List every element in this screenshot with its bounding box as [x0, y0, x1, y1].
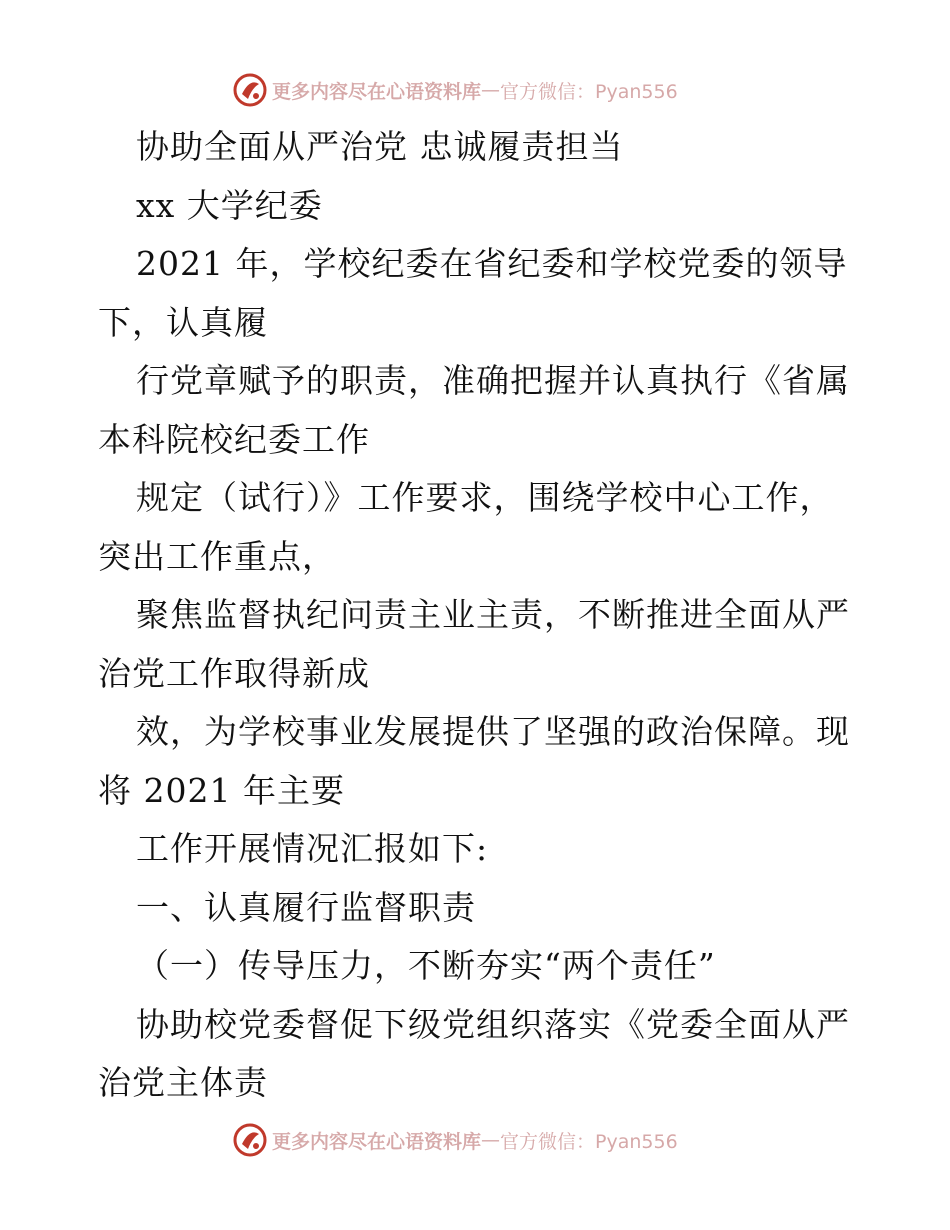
paragraph-line: 效，为学校事业发展提供了坚强的政治保障。现 [136, 712, 850, 751]
red-circular-logo-icon [232, 72, 268, 108]
watermark-wechat: 官方微信：Pyan556 [500, 80, 678, 103]
paragraph-line: 治党主体责 [98, 1063, 268, 1102]
watermark-text: 更多内容尽在心语资料库 [272, 80, 482, 103]
watermark-footer [232, 1120, 732, 1160]
paragraph-line: 将 2021 年主要 [98, 770, 345, 810]
red-circular-logo-icon [232, 1122, 268, 1158]
paragraph-line: 聚焦监督执纪问责主业主责，不断推进全面从严 [136, 595, 850, 634]
subsection-heading: （一）传导压力，不断夯实“两个责任” [136, 946, 716, 985]
watermark-text: 更多内容尽在心语资料库 [272, 1130, 482, 1153]
document-author: xx 大学纪委 [136, 185, 323, 225]
paragraph-line: 行党章赋予的职责，准确把握并认真执行《省属 [136, 361, 850, 400]
watermark-separator: — [481, 79, 501, 101]
paragraph-line: 2021 年，学校纪委在省纪委和学校党委的领导 [136, 244, 848, 283]
paragraph-line: 治党工作取得新成 [98, 653, 370, 693]
paragraph-line: 突出工作重点， [98, 536, 336, 576]
watermark-header [232, 70, 732, 110]
section-heading: 一、认真履行监督职责 [136, 887, 476, 927]
watermark-separator: — [481, 1129, 501, 1151]
watermark-wechat: 官方微信：Pyan556 [500, 1130, 678, 1153]
paragraph-line: 工作开展情况汇报如下: [136, 829, 489, 868]
document-title: 协助全面从严治党 忠诚履责担当 [136, 127, 624, 166]
paragraph-line: 协助校党委督促下级党组织落实《党委全面从严 [136, 1004, 850, 1044]
paragraph-line: 本科院校纪委工作 [98, 419, 370, 459]
document-body [98, 118, 858, 1113]
paragraph-line: 下，认真履 [98, 302, 268, 342]
paragraph-line: 规定（试行）》工作要求，围绕学校中心工作， [136, 478, 834, 517]
